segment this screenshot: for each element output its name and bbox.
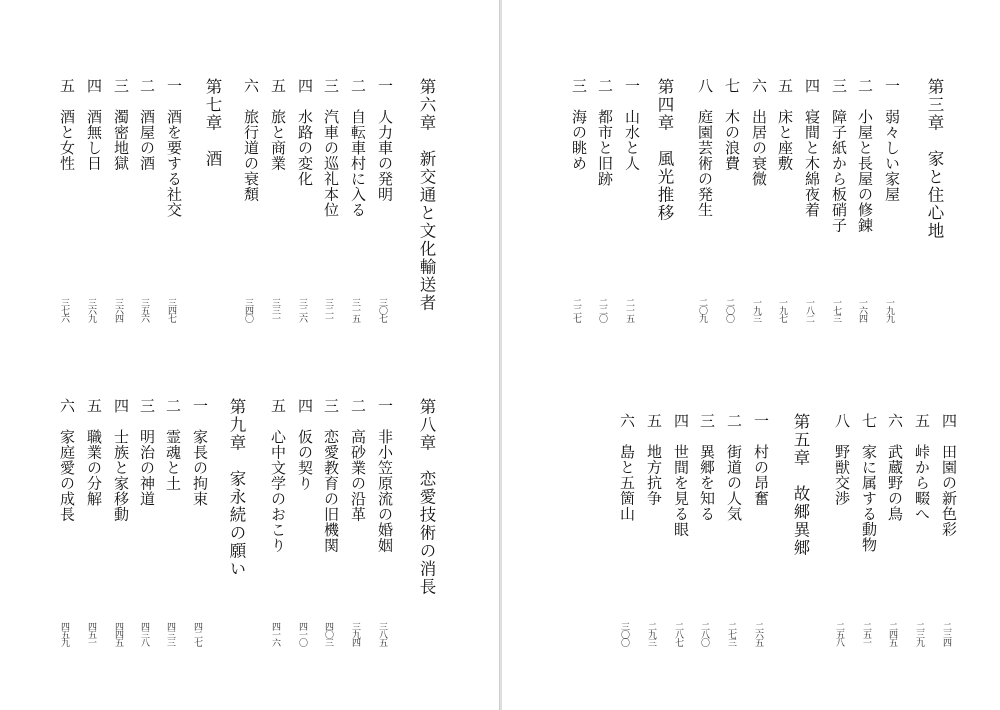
entry-title: 七 木の浪費 xyxy=(723,78,741,171)
page-number: 三八五 xyxy=(377,622,387,646)
page-number: 四五九 xyxy=(59,622,69,646)
page-number: 一八二 xyxy=(804,298,814,322)
page-number: 一七三 xyxy=(831,298,841,322)
page-number: 一六四 xyxy=(857,298,867,322)
entry-title: 二 高砂業の沿革 xyxy=(349,398,367,522)
page-number: 二九三 xyxy=(646,622,656,646)
entry-title: 四 水路の変化 xyxy=(296,78,314,187)
entry-title: 五 峠から畷へ xyxy=(913,413,931,522)
entry-title: 一 非小笠原流の婚姻 xyxy=(376,398,394,553)
page-number: 三四七 xyxy=(166,298,176,322)
page-number: 二三四 xyxy=(941,622,951,646)
page-number: 四三三 xyxy=(165,622,175,646)
entry-title: 五 職業の分解 xyxy=(85,398,103,507)
entry-title: 四 寝間と木綿夜着 xyxy=(803,78,821,218)
page-number: 二二〇 xyxy=(597,298,607,322)
entry-title: 三 汽車の巡礼本位 xyxy=(322,78,340,218)
page-number: 三〇〇 xyxy=(619,622,629,646)
page-number: 二四五 xyxy=(887,622,897,646)
entry-title: 一 弱々しい家屋 xyxy=(883,78,901,202)
entry-title: 三 濁密地獄 xyxy=(112,78,130,171)
entry-title: 一 人力車の発明 xyxy=(376,78,394,202)
entry-title: 三 海の眺め xyxy=(570,78,588,171)
entry-title: 三 明治の神道 xyxy=(138,398,156,507)
entry-title: 二 自転車村に入る xyxy=(349,78,367,218)
page-number: 四二七 xyxy=(192,622,202,646)
page-number: 二〇九 xyxy=(697,298,707,322)
entry-title: 二 酒屋の酒 xyxy=(138,78,156,171)
entry-title: 七 家に属する動物 xyxy=(860,413,878,553)
page-number: 三五六 xyxy=(139,298,149,322)
page-number: 一九七 xyxy=(777,298,787,322)
entry-title: 四 田園の新色彩 xyxy=(940,413,958,537)
entry-title: 六 島と五箇山 xyxy=(618,413,636,522)
entry-title: 二 小屋と長屋の修錬 xyxy=(856,78,874,233)
entry-title: 八 庭園芸術の発生 xyxy=(696,78,714,218)
page-number: 三〇七 xyxy=(377,298,387,322)
page-number: 二八〇 xyxy=(699,622,709,646)
chapter-title: 第八章 恋愛技術の消長 xyxy=(417,398,436,596)
chapter-title: 第六章 新交通と文化輸送者 xyxy=(417,78,436,312)
page-number: 四一六 xyxy=(270,622,280,646)
entry-title: 二 霊魂と土 xyxy=(164,398,182,491)
entry-title: 一 村の昂奮 xyxy=(752,413,770,506)
entry-title: 六 武蔵野の鳥 xyxy=(886,413,904,522)
chapter-title: 第九章 家永続の願い xyxy=(227,398,246,578)
entry-title: 一 家長の拘束 xyxy=(191,398,209,507)
entry-title: 六 家庭愛の成長 xyxy=(58,398,76,522)
page-number: 三九四 xyxy=(350,622,360,646)
entry-title: 三 障子紙から板硝子 xyxy=(830,78,848,233)
entry-title: 五 酒と女性 xyxy=(58,78,76,171)
page-number: 二七三 xyxy=(726,622,736,646)
page-number: 三一五 xyxy=(350,298,360,322)
page-number: 一九三 xyxy=(751,298,761,322)
page-number: 一九九 xyxy=(884,298,894,322)
entry-title: 五 心中文学のおこり xyxy=(269,398,287,553)
page-number: 三二一 xyxy=(323,298,333,322)
page-number: 三二六 xyxy=(297,298,307,322)
page-number: 二三九 xyxy=(914,622,924,646)
entry-title: 四 酒無し日 xyxy=(85,78,103,171)
entry-title: 四 世間を見る眼 xyxy=(672,413,690,537)
chapter-title: 第三章 家と住心地 xyxy=(925,78,944,240)
page-number: 二〇〇 xyxy=(724,298,734,322)
entry-title: 一 山水と人 xyxy=(623,78,641,171)
entry-title: 一 酒を要する社交 xyxy=(165,78,183,218)
page-number: 二六五 xyxy=(753,622,763,646)
page-number: 三六四 xyxy=(113,298,123,322)
page-number: 三七六 xyxy=(59,298,69,322)
page-number: 三六九 xyxy=(86,298,96,322)
chapter-title: 第四章 風光推移 xyxy=(655,78,674,222)
page-number: 四四五 xyxy=(113,622,123,646)
page-number: 四三八 xyxy=(139,622,149,646)
entry-title: 四 仮の契り xyxy=(296,398,314,491)
entry-title: 八 野獣交渉 xyxy=(833,413,851,506)
entry-title: 四 士族と家移動 xyxy=(112,398,130,522)
page-number: 三四〇 xyxy=(243,298,253,322)
page-number: 二一五 xyxy=(624,298,634,322)
page-number: 四五一 xyxy=(86,622,96,646)
page-number: 二二七 xyxy=(571,298,581,322)
entry-title: 三 異郷を知る xyxy=(698,413,716,522)
chapter-title: 第七章 酒 xyxy=(203,78,222,168)
entry-title: 五 旅と商業 xyxy=(269,78,287,171)
page-number: 四〇三 xyxy=(323,622,333,646)
entry-title: 二 都市と旧跡 xyxy=(596,78,614,187)
page-number: 四一〇 xyxy=(297,622,307,646)
entry-title: 二 街道の人気 xyxy=(725,413,743,522)
page-number: 三三一 xyxy=(270,298,280,322)
right-page xyxy=(501,0,1000,710)
chapter-title: 第五章 故郷異郷 xyxy=(791,413,810,557)
entry-title: 六 旅行道の衰頽 xyxy=(242,78,260,202)
entry-title: 三 恋愛教育の旧機関 xyxy=(322,398,340,553)
page-number: 二八七 xyxy=(673,622,683,646)
entry-title: 六 出居の衰微 xyxy=(750,78,768,187)
page-number: 二五一 xyxy=(861,622,871,646)
entry-title: 五 床と座敷 xyxy=(776,78,794,171)
page-number: 二五八 xyxy=(834,622,844,646)
entry-title: 五 地方抗争 xyxy=(645,413,663,506)
